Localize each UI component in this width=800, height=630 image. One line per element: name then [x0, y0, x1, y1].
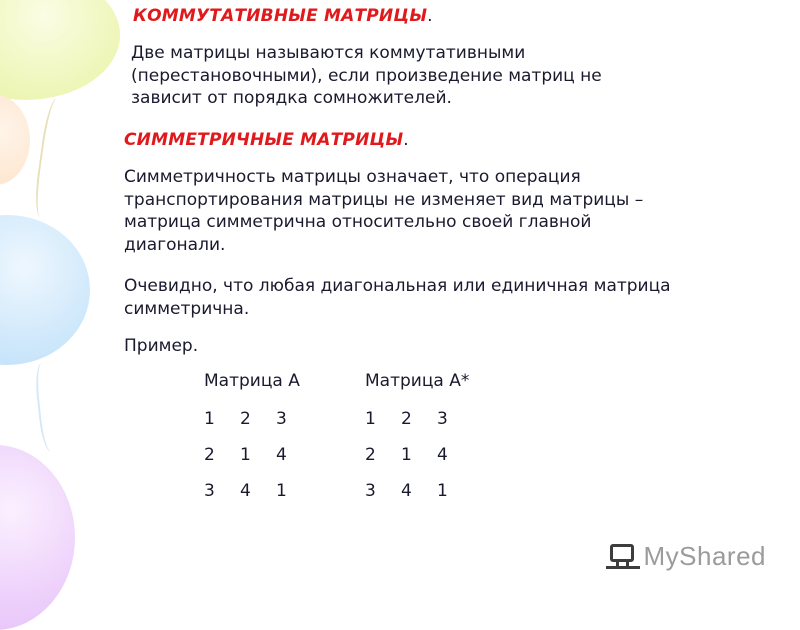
matrix-cell: 2	[204, 445, 215, 465]
matrix-cell: 4	[276, 445, 287, 465]
matrix-cell: 1	[365, 409, 376, 429]
matrix-row	[365, 445, 473, 465]
matrix-cell: 1	[401, 445, 412, 465]
logo-text: MyShared	[643, 540, 766, 571]
symmetric-heading	[124, 130, 409, 150]
symmetric-heading-text: СИММЕТРИЧНЫЕ МАТРИЦЫ	[124, 130, 404, 150]
commutative-heading-text: КОММУТАТИВНЫЕ МАТРИЦЫ	[133, 6, 428, 26]
remark-line: симметрична.	[124, 298, 250, 319]
symmetric-remark	[124, 275, 774, 320]
heading-dot: .	[403, 130, 409, 150]
matrix-cell: 2	[401, 409, 412, 429]
commutative-heading	[133, 6, 433, 26]
definition-line: диагонали.	[124, 234, 226, 255]
matrix-cell: 1	[276, 481, 287, 501]
matrix-cell: 1	[437, 481, 448, 501]
matrix-cell: 2	[365, 445, 376, 465]
matrix-cell: 1	[240, 445, 251, 465]
matrix-cell: 3	[204, 481, 215, 501]
commutative-definition	[131, 42, 771, 110]
matrix-cell: 1	[204, 409, 215, 429]
monitor-icon	[606, 542, 638, 570]
definition-line: (перестановочными), если произведение матриц не	[131, 65, 602, 86]
matrix-row	[204, 409, 312, 429]
example-label: Пример.	[124, 336, 199, 356]
matrix-cell: 3	[365, 481, 376, 501]
matrix-cell: 4	[401, 481, 412, 501]
remark-line: Очевидно, что любая диагональная или единичная матрица	[124, 276, 671, 296]
matrix-row	[365, 409, 473, 429]
matrix-row	[204, 445, 312, 465]
matrix-cell: 3	[276, 409, 287, 429]
matrix-cell: 3	[437, 409, 448, 429]
symmetric-definition	[124, 166, 764, 256]
matrix-cell: 2	[240, 409, 251, 429]
matrix-a-title: Матрица А	[204, 371, 300, 391]
matrix-a-star-title: Матрица А*	[365, 371, 470, 391]
matrix-row	[365, 481, 473, 501]
heading-dot: .	[427, 6, 433, 26]
definition-line: зависит от порядка сомножителей.	[131, 88, 452, 108]
myshared-logo[interactable]	[606, 538, 766, 574]
matrix-cell: 4	[437, 445, 448, 465]
matrix-row	[204, 481, 312, 501]
definition-line: Две матрицы называются коммутативными	[131, 43, 526, 63]
definition-line: транспортирования матрицы не изменяет вид матрицы –	[124, 189, 644, 210]
definition-line: Симметричность матрицы означает, что операция	[124, 167, 581, 187]
matrix-cell: 4	[240, 481, 251, 501]
definition-line: матрица симметрична относительно своей главной	[124, 212, 592, 232]
